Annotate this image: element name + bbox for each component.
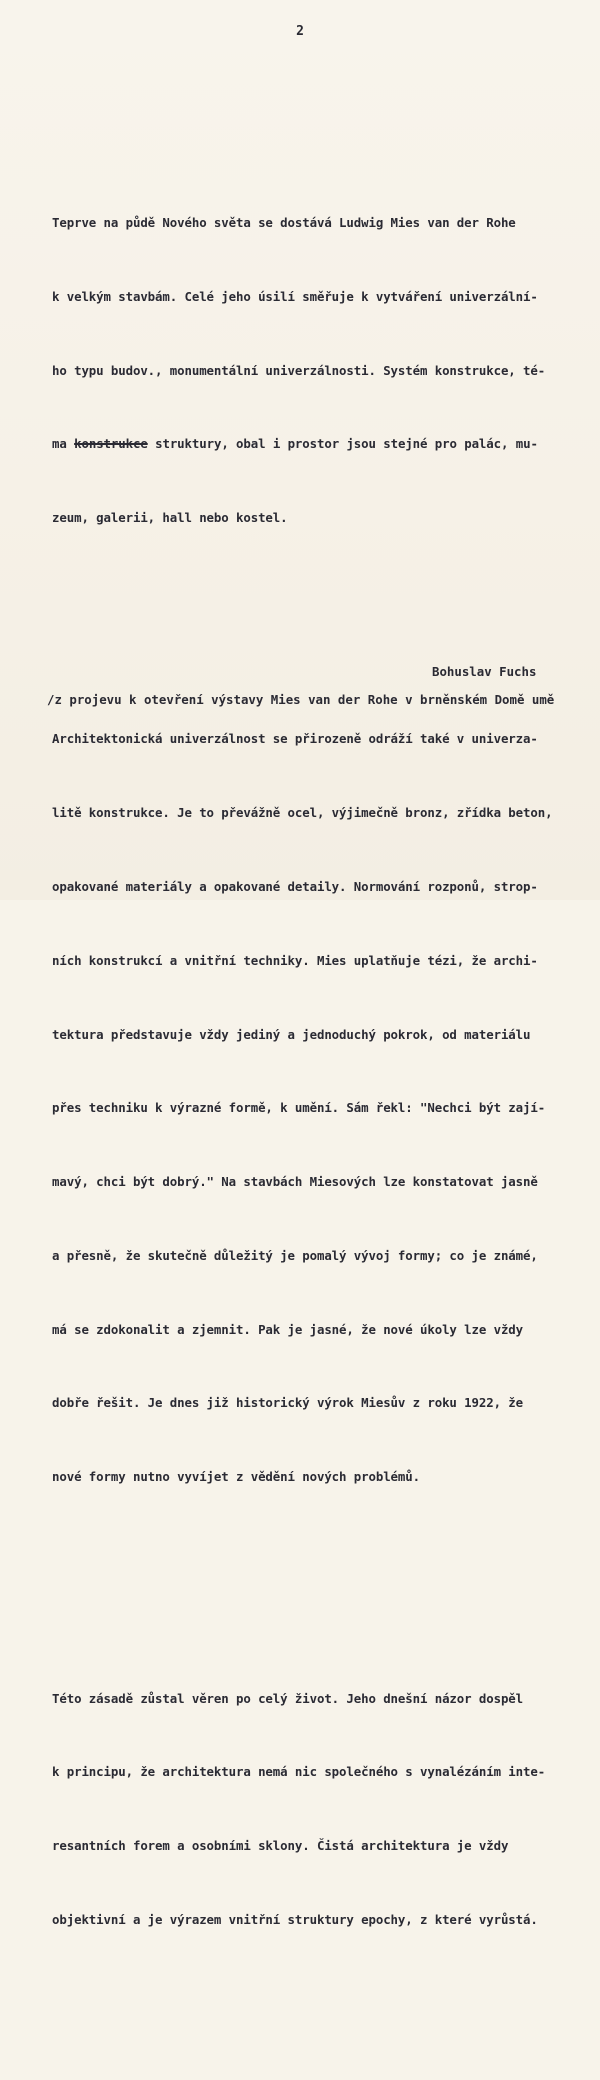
text-line: má se zdokonalit a zjemnit. Pak je jasné, že nové úkoly lze vždy	[52, 1321, 524, 1337]
text-fragment: ma	[52, 436, 67, 452]
body-text	[52, 88, 600, 2080]
text-line: Této zásadě zůstal věren po celý život. Jeho dnešní názor dospěl	[52, 1690, 524, 1706]
text-line: litě konstrukce. Je to převážně ocel, výjimečně bronz, zřídka beton,	[52, 805, 553, 821]
author-signature: Bohuslav Fuchs	[432, 664, 537, 679]
text-line: resantních forem a osobními sklony. Čistá architektura je vždy	[52, 1838, 509, 1854]
text-line: k principu, že architektura nemá nic společného s vynalézáním inte-	[52, 1764, 546, 1780]
text-line: mavý, chci být dobrý." Na stavbách Miesových lze konstatovat jasně	[52, 1174, 538, 1190]
text-line: ních konstrukcí a vnitřní techniky. Mies uplatňuje tézi, že archi-	[52, 952, 538, 968]
text-line: ho typu budov., monumentální univerzálnosti. Systém konstrukce, té-	[52, 362, 546, 378]
text-line: a přesně, že skutečně důležitý je pomalý vývoj formy; co je známé,	[52, 1247, 538, 1263]
paragraph-1	[52, 162, 600, 580]
text-line: přes techniku k výrazné formě, k umění. Sám řekl: "Nechci být zají-	[52, 1100, 546, 1116]
text-line-with-strikeout	[52, 432, 600, 457]
text-line: dobře řešit. Je dnes již historický výrok Miesův z roku 1922, že	[52, 1395, 524, 1411]
paragraph-2	[52, 678, 600, 1539]
text-line: objektivní a je výrazem vnitřní struktury epochy, z které vyrůstá.	[52, 1911, 538, 1927]
struck-out-word: konstrukce	[74, 436, 148, 452]
source-note: /z projevu k otevření výstavy Mies van der Rohe v brněnském Domě umě	[47, 692, 555, 707]
text-fragment: struktury, obal i prostor jsou stejné pro palác, mu-	[155, 436, 538, 452]
text-line: opakované materiály a opakované detaily. Normování rozponů, strop-	[52, 879, 538, 894]
text-line: nové formy nutno vyvíjet z vědění nových problémů.	[52, 1469, 420, 1485]
page-number: 2	[296, 24, 304, 39]
text-line: Teprve na půdě Nového světa se dostává Ludwig Mies van der Rohe	[52, 214, 516, 230]
paragraph-3	[52, 1637, 600, 1981]
text-line: zeum, galerii, hall nebo kostel.	[52, 510, 288, 526]
text-line: Architektonická univerzálnost se přirozeně odráží také v univerza-	[52, 731, 538, 747]
text-line: k velkým stavbám. Celé jeho úsilí směřuje k vytváření univerzální-	[52, 288, 538, 304]
text-line: tektura představuje vždy jediný a jednoduchý pokrok, od materiálu	[52, 1026, 531, 1042]
